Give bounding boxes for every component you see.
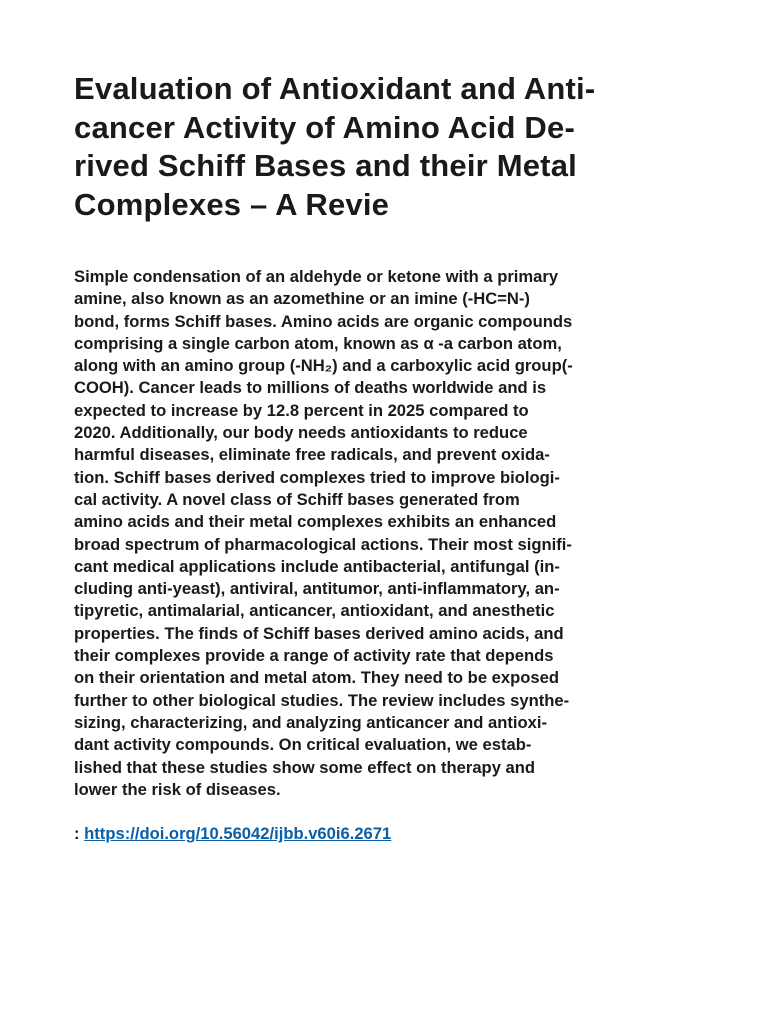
doi-prefix: :	[74, 824, 85, 844]
abstract-text: Simple condensation of an aldehyde or ketone with a primary amine, also known as an azomethine or an imine (-HC=N-) bond, forms Schiff bases. Amino acids are organic compounds comprising a single carbon atom, known as α -a carbon atom, along with an amino group (-NH₂) and a carboxylic acid group(- COOH). Cancer leads to millions of deaths worldwide and is expected to increase by 12.8 percent in 2025 compared to 2020. Additionally, our body needs antioxidants to reduce harmful diseases, eliminate free radicals, and prevent oxida- tion. Schiff bases derived complexes tried to improve biologi- cal activity. A novel class of Schiff bases generated from amino acids and their metal complexes exhibits an enhanced broad spectrum of pharmacological actions. Their most signifi- cant medical applications include antibacterial, antifungal (in- cluding anti-yeast), antiviral, antitumor, anti-inflammatory, an- tipyretic, antimalarial, anticancer, antioxidant, and anesthetic properties. The finds of Schiff bases derived amino acids, and their complexes provide a range of activity rate that depends on their orientation and metal atom. They need to be exposed further to other biological studies. The review includes synthe- sizing, characterizing, and analyzing anticancer and antioxi- dant activity compounds. On critical evaluation, we estab- lished that these studies show some effect on therapy and lower the risk of diseases.	[74, 267, 573, 799]
doi-link[interactable]: https://doi.org/10.56042/ijbb.v60i6.2671	[84, 824, 392, 844]
document-page	[74, 70, 698, 845]
doi-line	[74, 823, 698, 845]
document-title: Evaluation of Antioxidant and Anti- cancer Activity of Amino Acid De- rived Schiff Bases and their Metal Complexes – A Revie	[74, 71, 596, 222]
